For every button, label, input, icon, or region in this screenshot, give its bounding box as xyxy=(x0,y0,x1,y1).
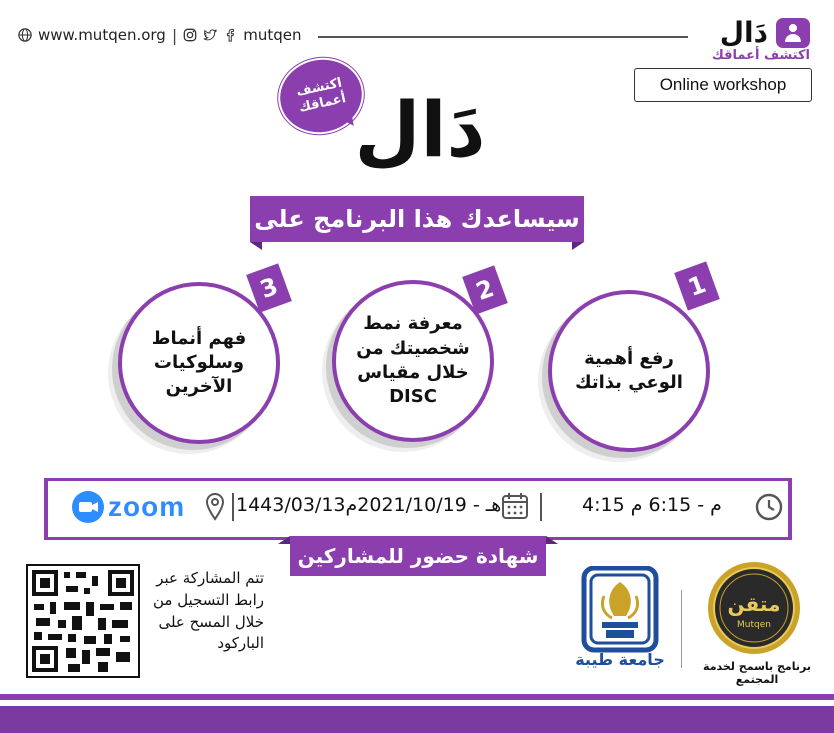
program-title: دَال xyxy=(354,85,486,174)
point-circle-3 xyxy=(118,282,280,444)
footer-stripe xyxy=(0,694,834,700)
mutqen-caption: برنامج باسمح لخدمة المجتمع xyxy=(703,660,811,686)
certificate-banner: شهادة حضور للمشاركين xyxy=(290,536,546,576)
contact-bar xyxy=(18,22,318,48)
point-number-3: 3 xyxy=(246,263,292,312)
clock-icon xyxy=(754,492,784,522)
info-divider xyxy=(232,493,234,521)
globe-icon xyxy=(18,28,32,42)
banner-fold xyxy=(278,536,290,544)
point-text: رفع أهمية الوعي بذاتك xyxy=(575,347,683,393)
brand-tagline: اكتشف أعماقك xyxy=(711,48,810,63)
university-name: جامعة طيبة xyxy=(575,650,665,669)
point-text: معرفة نمط شخصيتك من خلال مقياس DISC xyxy=(356,313,470,408)
brand-name: دَال xyxy=(719,16,768,49)
info-divider xyxy=(540,493,542,521)
person-icon xyxy=(776,18,810,48)
point-circle-1 xyxy=(548,290,710,452)
banner-fold xyxy=(250,242,262,250)
point-number-1: 1 xyxy=(674,261,720,310)
point-text: فهم أنماط وسلوكيات الآخرين xyxy=(151,327,247,398)
zoom-logo xyxy=(72,490,192,524)
logo-separator xyxy=(681,590,682,668)
zoom-wordmark: zoom xyxy=(108,491,186,522)
footer-band xyxy=(0,706,834,733)
separator: | xyxy=(171,25,178,45)
strip-edge xyxy=(788,478,792,540)
date-text: 1443/03/13هـ - 2021/10/19م xyxy=(236,494,502,516)
calendar-icon xyxy=(500,490,530,522)
banner-fold xyxy=(546,536,558,544)
time-text: 4:15 م - 6:15 م xyxy=(582,494,722,516)
zoom-camera-icon xyxy=(72,491,104,523)
mutqen-arabic: متقن xyxy=(727,592,781,616)
header-rule xyxy=(318,36,688,38)
social-handle[interactable]: mutqen xyxy=(243,26,302,44)
point-circle-2 xyxy=(332,280,494,442)
banner-fold xyxy=(572,242,584,250)
program-banner: سيساعدك هذا البرنامج على xyxy=(250,196,584,242)
website-link[interactable]: www.mutqen.org xyxy=(38,26,166,44)
location-pin-icon xyxy=(204,492,226,522)
registration-instructions: تتم المشاركة عبر رابط التسجيل من خلال المسح على الباركود xyxy=(152,569,264,653)
mutqen-english: Mutqen xyxy=(737,620,771,630)
point-number-2: 2 xyxy=(462,265,508,314)
instagram-icon[interactable] xyxy=(183,28,197,42)
facebook-icon[interactable] xyxy=(223,28,237,42)
online-workshop-badge: Online workshop xyxy=(634,68,812,102)
strip-edge xyxy=(44,478,48,540)
speech-bubble: اكتشف أعماقك xyxy=(271,50,371,142)
qr-code[interactable] xyxy=(26,564,140,678)
twitter-icon[interactable] xyxy=(203,28,217,42)
brand-logo xyxy=(699,10,814,62)
